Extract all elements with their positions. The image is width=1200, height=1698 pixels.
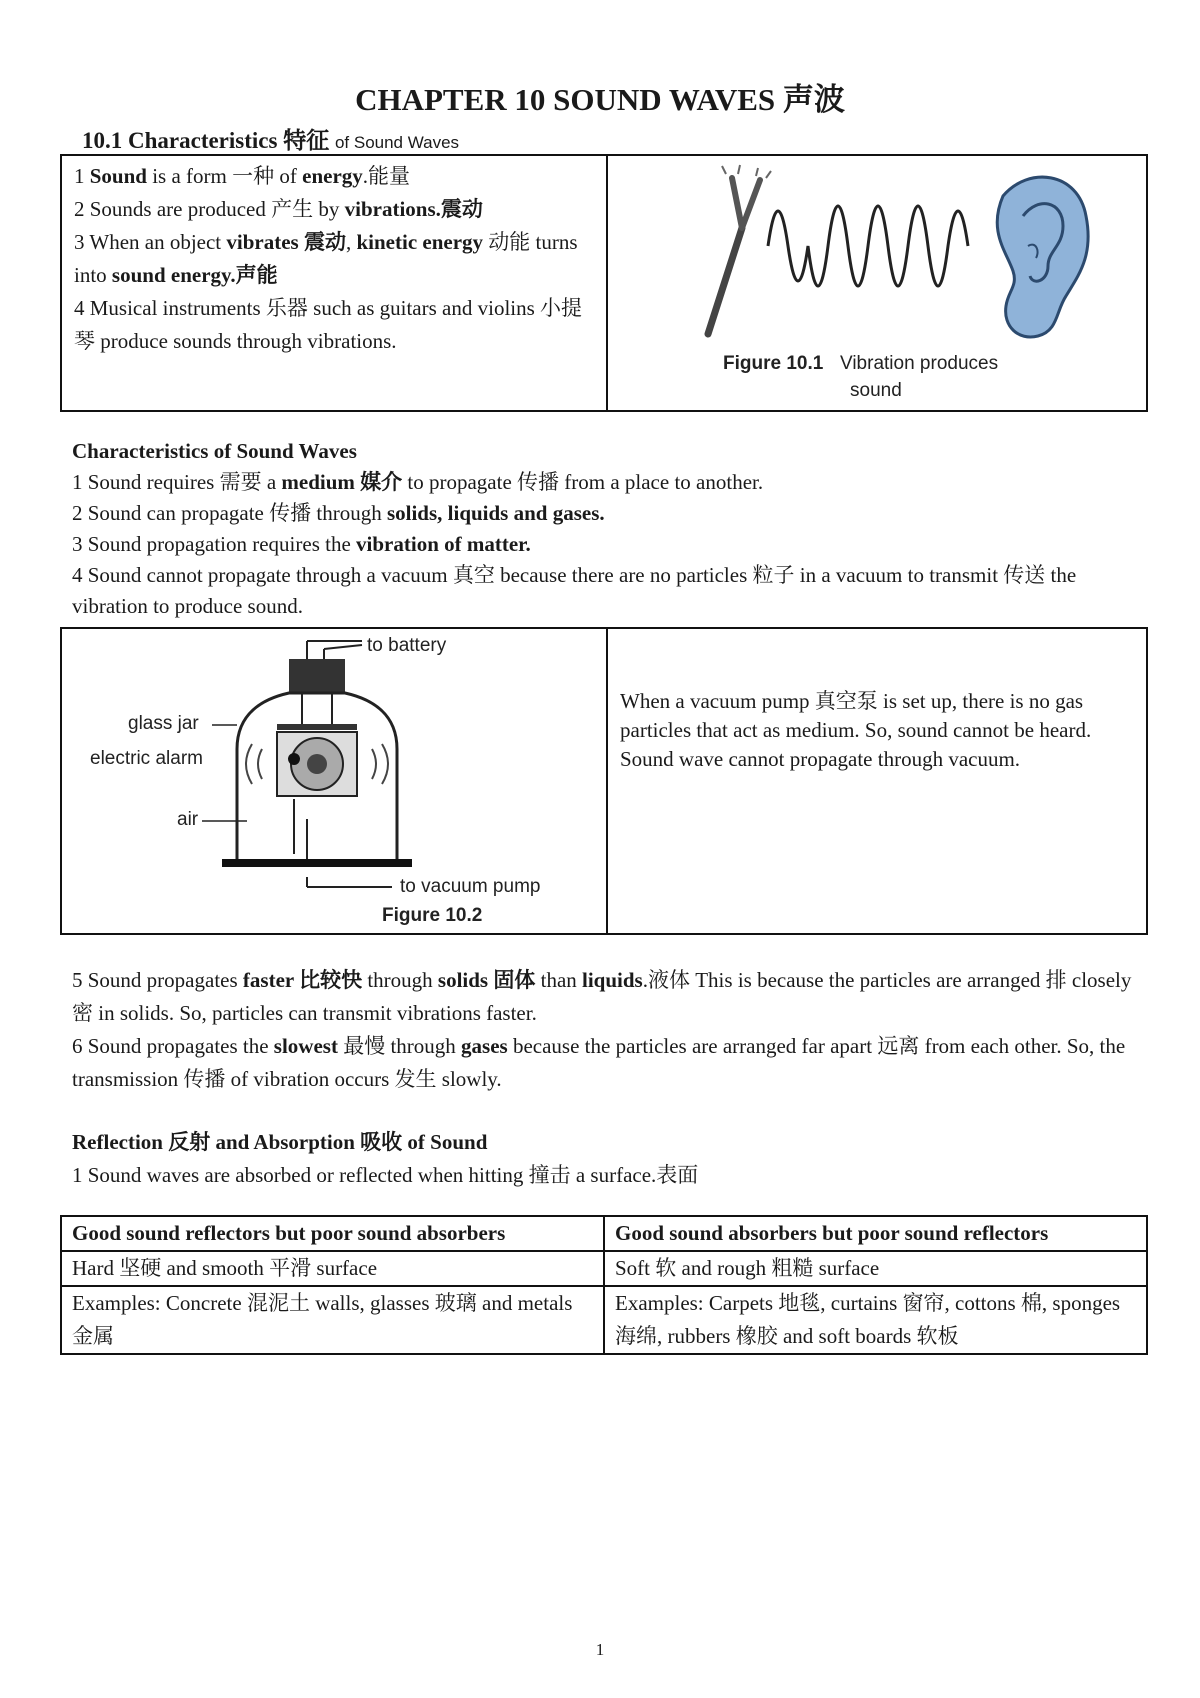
speed-point-6: 6 Sound propagates the slowest 最慢 through gases because the particles are arranged far apart 远离 from each other. So, the transmission 传播 of vibration occurs 发生 slowly. <box>72 1034 1126 1091</box>
figure-10-1-label: Figure 10.1 <box>723 353 824 374</box>
section-title-suffix: of Sound Waves <box>334 133 460 152</box>
tuning-fork-icon <box>708 165 771 334</box>
label-glass-jar: glass jar <box>128 713 199 734</box>
intro-points <box>62 156 606 410</box>
section-title <box>82 122 459 155</box>
table-header-row <box>61 1216 1147 1251</box>
label-to-vacuum-pump: to vacuum pump <box>400 876 541 897</box>
characteristics-point-1: 1 Sound requires 需要 a medium 媒介 to propagate 传播 from a place to another. <box>72 470 764 494</box>
reflection-section <box>72 1126 1132 1192</box>
table-row <box>61 1286 1147 1354</box>
reflectors-absorbers-table <box>60 1215 1148 1355</box>
label-to-battery: to battery <box>367 635 447 656</box>
intro-point-1: 1 Sound is a form 一种 of energy.能量 <box>74 164 411 188</box>
page-number: 1 <box>595 1640 605 1659</box>
figure-10-1-illustration <box>608 156 1148 410</box>
figure-10-2-caption: Figure 10.2 <box>382 905 483 926</box>
reflection-heading: Reflection 反射 and Absorption 吸收 of Sound <box>72 1130 488 1154</box>
electric-alarm-icon <box>246 732 388 796</box>
figure-10-1-caption-line2: sound <box>850 380 902 401</box>
speed-point-5: 5 Sound propagates faster 比较快 through solids 固体 than liquids.液体 This is because the particles are arranged 排 closely 密 in solids. So, particles can transmit vibrations faster. <box>72 968 1132 1025</box>
label-electric-alarm: electric alarm <box>90 748 203 769</box>
vacuum-explanation <box>606 629 1146 933</box>
table-row <box>61 1251 1147 1286</box>
reflection-point-1: 1 Sound waves are absorbed or reflected when hitting 撞击 a surface.表面 <box>72 1163 699 1187</box>
chapter-title: CHAPTER 10 SOUND WAVES 声波 <box>355 82 845 117</box>
table-cell: Examples: Concrete 混泥土 walls, glasses 玻璃 and metals 金属 <box>61 1286 604 1354</box>
vacuum-box <box>60 627 1148 935</box>
characteristics-heading: Characteristics of Sound Waves <box>72 439 357 463</box>
figure-10-1 <box>606 156 1146 410</box>
intro-box <box>60 154 1148 412</box>
figure-10-2-illustration <box>62 629 606 933</box>
vacuum-explanation-text: When a vacuum pump 真空泵 is set up, there is no gas particles that act as medium. So, sound cannot be heard. Sound wave cannot propagate through vacuum. <box>620 689 1092 771</box>
speed-section <box>72 964 1132 1096</box>
section-number-title: 10.1 Characteristics 特征 <box>82 128 330 153</box>
table-header-absorbers: Good sound absorbers but poor sound reflectors <box>604 1216 1147 1251</box>
intro-point-4: 4 Musical instruments 乐器 such as guitars and violins 小提琴 produce sounds through vibrations. <box>74 296 583 353</box>
characteristics-point-3: 3 Sound propagation requires the vibration of matter. <box>72 532 531 556</box>
characteristics-point-2: 2 Sound can propagate 传播 through solids, liquids and gases. <box>72 501 605 525</box>
figure-10-2 <box>62 629 606 933</box>
table-cell: Soft 软 and rough 粗糙 surface <box>604 1251 1147 1286</box>
sound-wave-icon <box>768 206 968 286</box>
table-cell: Hard 坚硬 and smooth 平滑 surface <box>61 1251 604 1286</box>
figure-10-1-caption-line1: Vibration produces <box>840 353 999 374</box>
intro-point-2: 2 Sounds are produced 产生 by vibrations.震动 <box>74 197 483 221</box>
label-air: air <box>177 809 199 830</box>
intro-point-3: 3 When an object vibrates 震动, kinetic energy 动能 turns into sound energy.声能 <box>74 230 578 287</box>
characteristics-point-4: 4 Sound cannot propagate through a vacuum 真空 because there are no particles 粒子 in a vacuum to transmit 传送 the vibration to produce sound. <box>72 563 1077 618</box>
table-header-reflectors: Good sound reflectors but poor sound absorbers <box>61 1216 604 1251</box>
ear-icon <box>997 177 1088 337</box>
characteristics-section <box>72 436 1132 622</box>
table-cell: Examples: Carpets 地毯, curtains 窗帘, cottons 棉, sponges 海绵, rubbers 橡胶 and soft boards 软板 <box>604 1286 1147 1354</box>
